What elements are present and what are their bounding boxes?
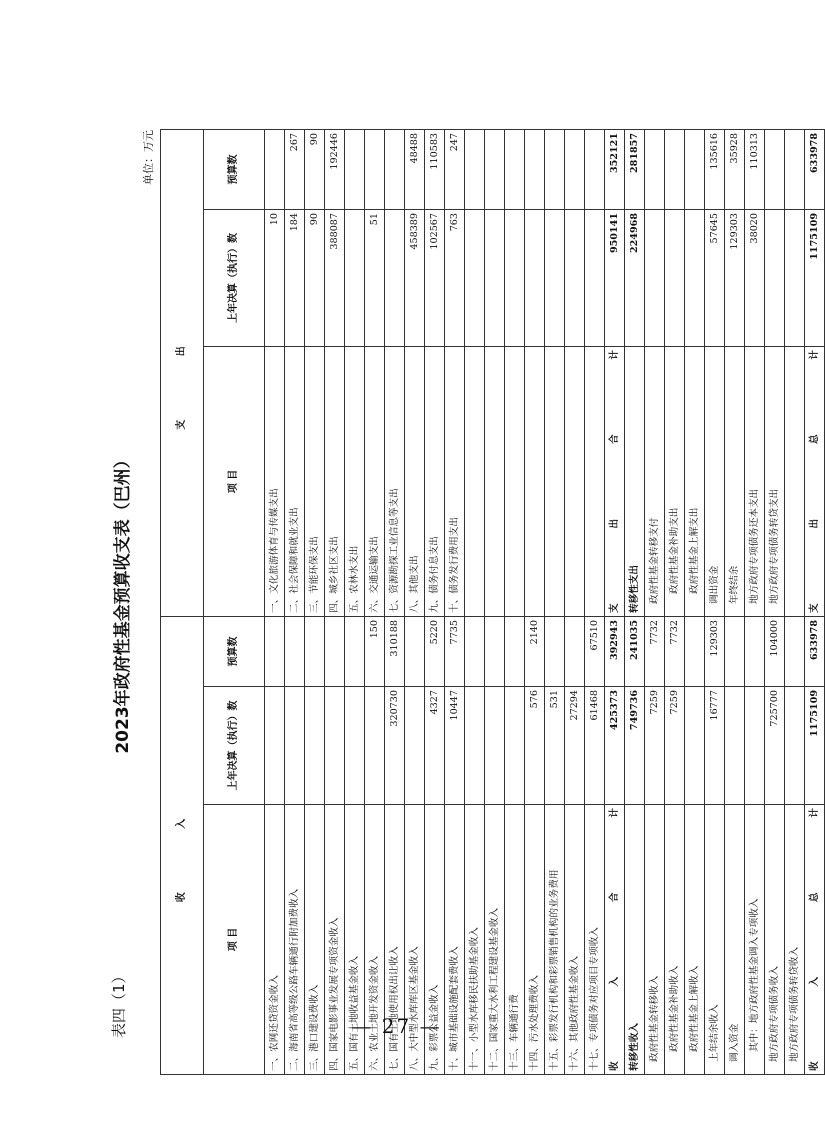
expense-item: [465, 346, 485, 616]
expense-item: 一、文化旅游体育与传媒支出: [265, 346, 285, 616]
income-last-year-header: 上年决算（执行）数: [204, 687, 265, 805]
expense-budget: [585, 129, 605, 209]
total-row-expense-label-char: 总: [808, 434, 820, 445]
income-budget: [785, 616, 805, 686]
expense-last-year: [505, 209, 525, 346]
income-header: 收 入: [161, 616, 204, 1074]
expense-budget: [505, 129, 525, 209]
table-row: [305, 129, 325, 1074]
expense-budget: [265, 129, 285, 209]
table-row: [525, 129, 545, 1074]
total-row-expense-last-year: 1175109: [805, 209, 825, 346]
income-item: 十二、国家重大水利工程建设基金收入: [485, 805, 505, 1075]
income-last-year: 61468: [585, 687, 605, 805]
income-item: 四、国家电影事业发展专项资金收入: [325, 805, 345, 1075]
expense-last-year: [785, 209, 805, 346]
income-item: 政府性基金上解收入: [685, 805, 705, 1075]
income-last-year: [345, 687, 365, 805]
expense-budget: [525, 129, 545, 209]
subtotal-row-expense-label: [605, 346, 625, 616]
expense-last-year: 51: [365, 209, 385, 346]
income-item: 十四、污水处理费收入: [525, 805, 545, 1075]
expense-last-year: [685, 209, 705, 346]
income-budget: [485, 616, 505, 686]
income-item: 十七、专项债务对应项目专项收入: [585, 805, 605, 1075]
table-row: [285, 129, 305, 1074]
income-last-year: [325, 687, 345, 805]
income-item: 地方政府专项债务转贷收入: [785, 805, 805, 1075]
income-item: 一、农网还贷资金收入: [265, 805, 285, 1075]
expense-last-year: [665, 209, 685, 346]
expense-budget: 135616: [705, 129, 725, 209]
expense-item-header: 项 目: [204, 346, 265, 616]
income-last-year: [465, 687, 485, 805]
table-row: [545, 129, 565, 1074]
income-budget: 129303: [705, 616, 725, 686]
income-last-year: 320730: [385, 687, 405, 805]
expense-last-year: [585, 209, 605, 346]
expense-last-year: 38020: [745, 209, 765, 346]
income-item: 十一、小型水库移民扶助基金收入: [465, 805, 485, 1075]
expense-budget: 110313: [745, 129, 765, 209]
expense-budget: 35928: [725, 129, 745, 209]
expense-last-year: 102567: [425, 209, 445, 346]
expense-item: [785, 346, 805, 616]
income-last-year: 4327: [425, 687, 445, 805]
expense-item: 四、城乡社区支出: [325, 346, 345, 616]
income-item: 调入资金: [725, 805, 745, 1075]
total-row-income-last-year: 1175109: [805, 687, 825, 805]
income-budget: 104000: [765, 616, 785, 686]
income-budget: 5220: [425, 616, 445, 686]
expense-item: 九、债务付息支出: [425, 346, 445, 616]
subtotal-row-income-label-char: 入: [608, 976, 620, 987]
expense-last-year: 763: [445, 209, 465, 346]
table-row: [445, 129, 465, 1074]
table-row: [385, 129, 405, 1074]
expense-item: 调出资金: [705, 346, 725, 616]
income-budget: [545, 616, 565, 686]
expense-last-year: [465, 209, 485, 346]
expense-last-year: [545, 209, 565, 346]
expense-item: 地方政府专项债务还本支出: [745, 346, 765, 616]
expense-item: [565, 346, 585, 616]
expense-item: 三、节能环保支出: [305, 346, 325, 616]
income-budget: 241035: [625, 616, 645, 686]
expense-item: [485, 346, 505, 616]
expense-item: 转移性支出: [625, 346, 645, 616]
total-row-expense-label: [805, 346, 825, 616]
expense-header: 支 出: [161, 129, 204, 616]
expense-budget: [565, 129, 585, 209]
expense-budget: 281857: [625, 129, 645, 209]
expense-last-year-header: 上年决算（执行）数: [204, 209, 265, 346]
income-last-year: [745, 687, 765, 805]
table-row: [425, 129, 445, 1074]
expense-last-year: [645, 209, 665, 346]
income-item-header: 项 目: [204, 805, 265, 1075]
expense-item: 七、资源勘探工业信息等支出: [385, 346, 405, 616]
subtotal-row-expense-last-year: 950141: [605, 209, 625, 346]
expense-budget: [685, 129, 705, 209]
transfer-row: [765, 129, 785, 1074]
total-row: [805, 129, 825, 1074]
unit-label: 单位：万元: [142, 130, 155, 185]
income-budget: 310188: [385, 616, 405, 686]
expense-budget: [485, 129, 505, 209]
income-last-year: [405, 687, 425, 805]
expense-budget: [345, 129, 365, 209]
transfer-row: [665, 129, 685, 1074]
income-item: 政府性基金补助收入: [665, 805, 685, 1075]
income-last-year: [305, 687, 325, 805]
expense-last-year: [525, 209, 545, 346]
subtotal-row-income-budget: 392943: [605, 616, 625, 686]
income-last-year: [265, 687, 285, 805]
income-item: 十三、车辆通行费: [505, 805, 525, 1075]
expense-item: 年终结余: [725, 346, 745, 616]
table-row: [345, 129, 365, 1074]
expense-item: 五、农林水支出: [345, 346, 365, 616]
transfer-row: [685, 129, 705, 1074]
transfer-row: [645, 129, 665, 1074]
subtotal-row-income-last-year: 425373: [605, 687, 625, 805]
total-row-expense-label-char: 支: [808, 603, 820, 613]
income-last-year: 576: [525, 687, 545, 805]
expense-last-year: [485, 209, 505, 346]
income-last-year: 531: [545, 687, 565, 805]
subtotal-row-income-label-char: 计: [608, 808, 620, 818]
expense-budget: [385, 129, 405, 209]
income-item: 政府性基金转移收入: [645, 805, 665, 1075]
subtotal-row-income-label-char: 收: [608, 1061, 620, 1071]
expense-last-year: [765, 209, 785, 346]
expense-item: 十、债务发行费用支出: [445, 346, 465, 616]
income-item: 地方政府专项债务收入: [765, 805, 785, 1075]
transfer-row: [625, 129, 645, 1074]
total-row-expense-label-char: 出: [808, 518, 820, 529]
expense-last-year: [385, 209, 405, 346]
table-row: [585, 129, 605, 1074]
income-budget: [505, 616, 525, 686]
page-number: — 27 —: [351, 1014, 442, 1038]
expense-budget: 247: [445, 129, 465, 209]
income-item: 上年结余收入: [705, 805, 725, 1075]
income-budget: 150: [365, 616, 385, 686]
table-row: [505, 129, 525, 1074]
expense-last-year: 10: [265, 209, 285, 346]
transfer-row: [785, 129, 805, 1074]
income-last-year: [785, 687, 805, 805]
income-budget: [325, 616, 345, 686]
total-row-income-budget: 633978: [805, 616, 825, 686]
income-budget: [265, 616, 285, 686]
income-last-year: [725, 687, 745, 805]
table-title: 2023年政府性基金预算收支表（巴州）: [113, 451, 133, 754]
expense-budget: 192446: [325, 129, 345, 209]
income-item: 十六、其他政府性基金收入: [565, 805, 585, 1075]
total-row-expense-label-char: 计: [808, 349, 820, 360]
income-last-year: 7259: [645, 687, 665, 805]
income-budget: 2140: [525, 616, 545, 686]
subtotal-row-expense-label-char: 支: [608, 603, 620, 613]
expense-last-year: 388087: [325, 209, 345, 346]
expense-last-year: [345, 209, 365, 346]
income-budget: [305, 616, 325, 686]
total-row-expense-budget: 633978: [805, 129, 825, 209]
expense-item: 六、交通运输支出: [365, 346, 385, 616]
expense-budget: 110583: [425, 129, 445, 209]
total-row-income-label-char: 入: [808, 976, 820, 987]
expense-item: 政府性基金转移支付: [645, 346, 665, 616]
income-last-year: [285, 687, 305, 805]
income-budget: [725, 616, 745, 686]
income-budget: 7735: [445, 616, 465, 686]
income-item: 转移性收入: [625, 805, 645, 1075]
income-item: 十五、彩票发行机构和彩票销售机构的业务费用: [545, 805, 565, 1075]
income-item: 八、大中型水库库区基金收入: [405, 805, 425, 1075]
income-budget: [465, 616, 485, 686]
income-budget: 7732: [665, 616, 685, 686]
subtotal-row-expense-budget: 352121: [605, 129, 625, 209]
income-last-year: 16777: [705, 687, 725, 805]
income-budget: [345, 616, 365, 686]
expense-budget: [765, 129, 785, 209]
expense-budget: [665, 129, 685, 209]
expense-last-year: [565, 209, 585, 346]
subtotal-row-income-label-char: 合: [608, 892, 620, 903]
expense-last-year: 184: [285, 209, 305, 346]
income-budget: [745, 616, 765, 686]
table-row: [565, 129, 585, 1074]
income-budget: [405, 616, 425, 686]
income-last-year: 10447: [445, 687, 465, 805]
table-row: [265, 129, 285, 1074]
expense-last-year: 57645: [705, 209, 725, 346]
income-budget: 67510: [585, 616, 605, 686]
income-budget: [685, 616, 705, 686]
income-item: 七、国有土地使用权出让收入: [385, 805, 405, 1075]
income-last-year: [505, 687, 525, 805]
table-row: [405, 129, 425, 1074]
expense-budget: 267: [285, 129, 305, 209]
expense-last-year: 90: [305, 209, 325, 346]
expense-item: 地方政府专项债务转贷支出: [765, 346, 785, 616]
income-item: 十、城市基础设施配套费收入: [445, 805, 465, 1075]
expense-item: [505, 346, 525, 616]
transfer-row: [745, 129, 765, 1074]
expense-budget: [365, 129, 385, 209]
expense-budget: [545, 129, 565, 209]
table-row: [365, 129, 385, 1074]
expense-last-year: 458389: [405, 209, 425, 346]
income-item: 六、农业土地开发资金收入: [365, 805, 385, 1075]
expense-item: [525, 346, 545, 616]
total-row-income-label-char: 收: [808, 1061, 820, 1071]
income-last-year: 725700: [765, 687, 785, 805]
income-last-year: [685, 687, 705, 805]
income-last-year: [365, 687, 385, 805]
income-last-year: 7259: [665, 687, 685, 805]
expense-budget: [465, 129, 485, 209]
expense-budget-header: 预算数: [204, 129, 265, 209]
table-label: 表四（1）: [110, 968, 128, 1038]
income-last-year: 749736: [625, 687, 645, 805]
table-row: [485, 129, 505, 1074]
subtotal-row-expense-label-char: 合: [608, 434, 620, 445]
subtotal-row-expense-label-char: 出: [608, 518, 620, 529]
income-item: 五、国有土地收益基金收入: [345, 805, 365, 1075]
expense-item: 八、其他支出: [405, 346, 425, 616]
expense-item: 政府性基金补助支出: [665, 346, 685, 616]
transfer-row: [705, 129, 725, 1074]
total-row-income-label: [805, 805, 825, 1075]
subtotal-row-expense-label-char: 计: [608, 349, 620, 360]
table-row: [325, 129, 345, 1074]
expense-last-year: 224968: [625, 209, 645, 346]
expense-last-year: 129303: [725, 209, 745, 346]
expense-budget: [785, 129, 805, 209]
income-budget-header: 预算数: [204, 616, 265, 686]
income-item: 三、港口建设费收入: [305, 805, 325, 1075]
expense-item: [545, 346, 565, 616]
table-row: [465, 129, 485, 1074]
income-budget: 7732: [645, 616, 665, 686]
expense-budget: 90: [305, 129, 325, 209]
transfer-row: [725, 129, 745, 1074]
income-budget: [565, 616, 585, 686]
subtotal-row: [605, 129, 625, 1074]
expense-item: [585, 346, 605, 616]
total-row-income-label-char: 总: [808, 892, 820, 903]
income-item: 九、彩票公益金收入: [425, 805, 445, 1075]
income-last-year: [485, 687, 505, 805]
budget-table: [160, 129, 825, 1075]
expense-item: 政府性基金上解支出: [685, 346, 705, 616]
total-row-income-label-char: 计: [808, 808, 820, 818]
income-item: 二、海南省高等级公路车辆通行附加费收入: [285, 805, 305, 1075]
income-last-year: 27294: [565, 687, 585, 805]
income-budget: [285, 616, 305, 686]
income-item: 其中：地方政府性基金调入专项收入: [745, 805, 765, 1075]
expense-item: 二、社会保障和就业支出: [285, 346, 305, 616]
expense-budget: 48488: [405, 129, 425, 209]
expense-budget: [645, 129, 665, 209]
